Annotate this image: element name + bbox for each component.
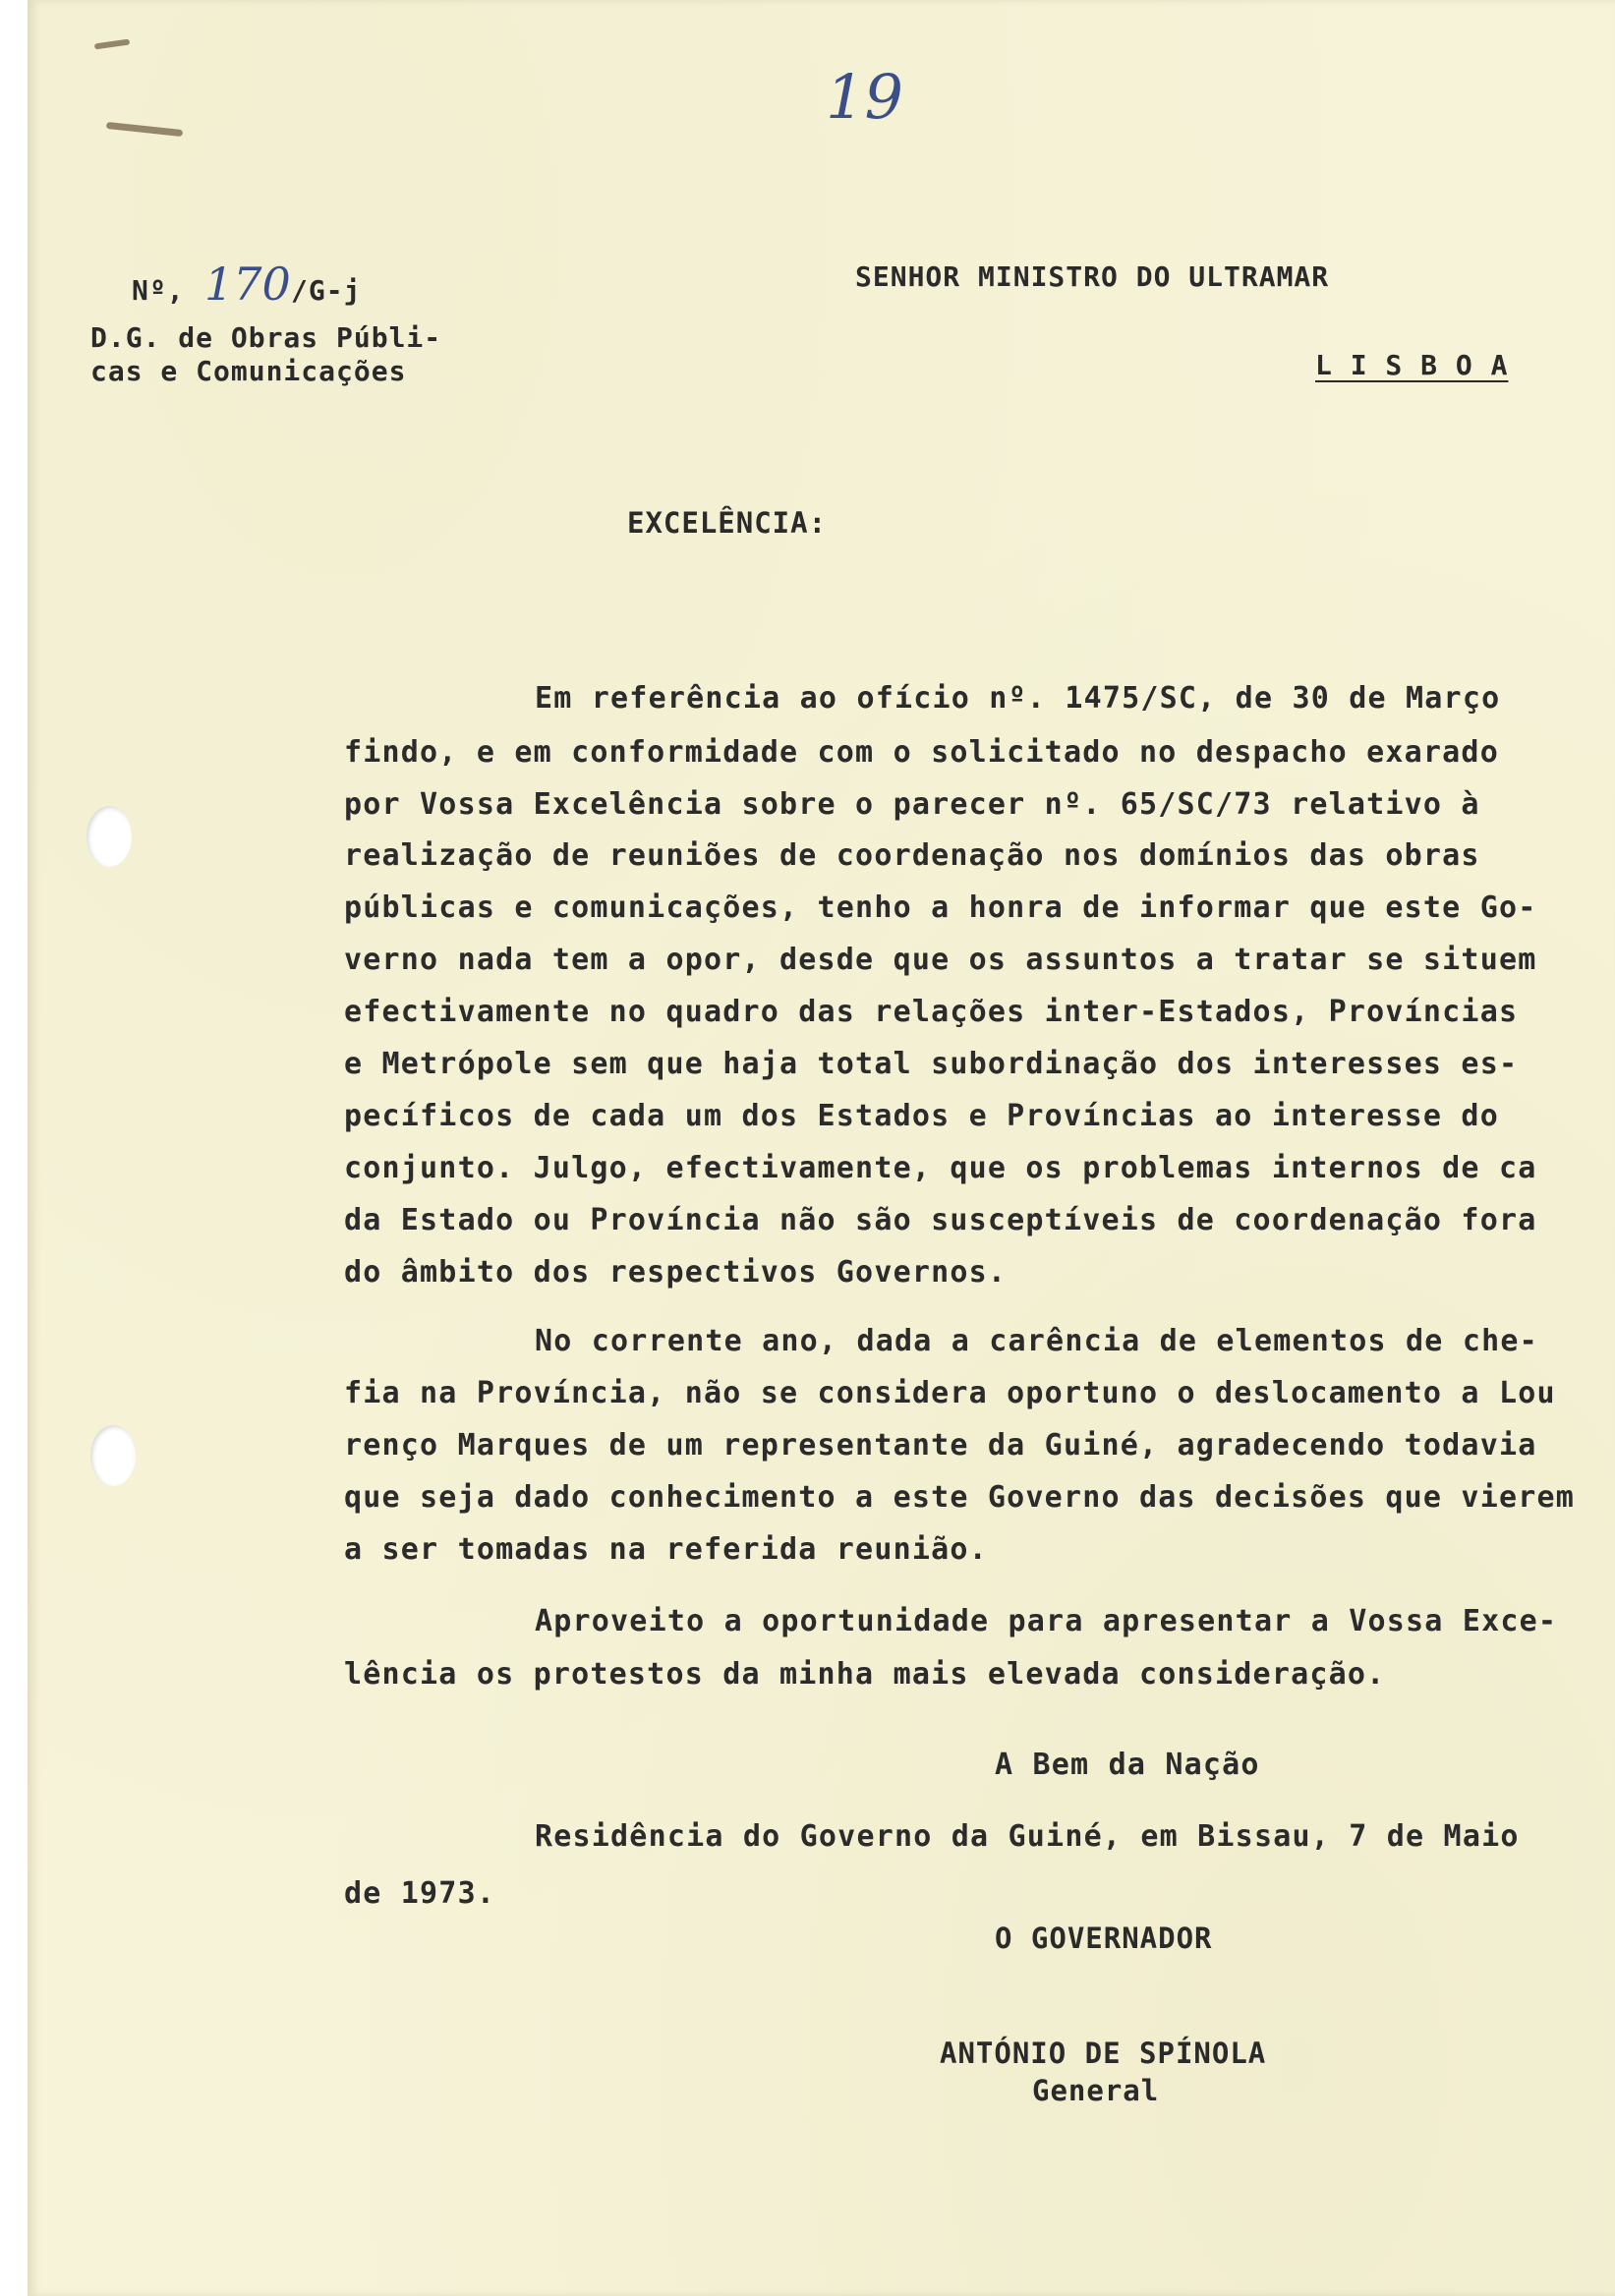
department-line-1: D.G. de Obras Públi- bbox=[90, 321, 442, 354]
closing-motto: A Bem da Nação bbox=[995, 1748, 1260, 1782]
body-line: lência os protestos da minha mais elevada consideração. bbox=[344, 1657, 1386, 1692]
signatory-name: ANTÓNIO DE SPÍNOLA bbox=[940, 2037, 1267, 2070]
body-line: a ser tomadas na referida reunião. bbox=[344, 1532, 988, 1567]
punch-hole-bottom bbox=[90, 1425, 136, 1486]
reference-number-handwritten: 170 bbox=[204, 258, 291, 311]
body-line: realização de reuniões de coordenação nos domínios das obras bbox=[344, 838, 1480, 873]
closing-place-date: Residência do Governo da Guiné, em Bissau, 7 de Maio bbox=[535, 1819, 1520, 1854]
body-line: do âmbito dos respectivos Governos. bbox=[344, 1255, 1008, 1290]
department-line-2: cas e Comunicações bbox=[90, 355, 407, 387]
body-line: verno nada tem a opor, desde que os assuntos a tratar se situem bbox=[344, 943, 1537, 977]
body-line: por Vossa Excelência sobre o parecer nº. 65/SC/73 relativo à bbox=[344, 787, 1480, 822]
body-line: findo, e em conformidade com o solicitado no despacho exarado bbox=[344, 735, 1499, 770]
body-line: No corrente ano, dada a carência de elementos de che- bbox=[535, 1324, 1538, 1358]
body-line: efectivamente no quadro das relações inter-Estados, Províncias bbox=[344, 995, 1519, 1029]
body-line: da Estado ou Província não são susceptíveis de coordenação fora bbox=[344, 1203, 1537, 1237]
body-line: Aproveito a oportunidade para apresentar a Vossa Exce- bbox=[535, 1604, 1558, 1638]
body-line: renço Marques de um representante da Guiné, agradecendo todavia bbox=[344, 1428, 1537, 1463]
body-line: que seja dado conhecimento a este Governo das decisões que vierem bbox=[344, 1480, 1575, 1515]
closing-role: O GOVERNADOR bbox=[995, 1922, 1213, 1955]
signatory-rank: General bbox=[1032, 2074, 1160, 2107]
addressee-city: L I S B O A bbox=[1315, 349, 1509, 381]
body-line: pecíficos de cada um dos Estados e Províncias ao interesse do bbox=[344, 1099, 1499, 1133]
closing-place-date-year: de 1973. bbox=[344, 1876, 496, 1911]
punch-hole-top bbox=[87, 806, 132, 867]
addressee-title: SENHOR MINISTRO DO ULTRAMAR bbox=[855, 260, 1330, 293]
body-line: Em referência ao ofício nº. 1475/SC, de 30 de Março bbox=[535, 681, 1501, 716]
body-line: fia na Província, não se considera oportuno o deslocamento a Lou bbox=[344, 1376, 1556, 1410]
body-line: e Metrópole sem que haja total subordinação dos interesses es- bbox=[344, 1047, 1519, 1081]
reference-number-suffix: /G-j bbox=[291, 274, 362, 307]
body-line: públicas e comunicações, tenho a honra de informar que este Go- bbox=[344, 890, 1537, 925]
salutation: EXCELÊNCIA: bbox=[627, 506, 828, 540]
folio-number: 19 bbox=[826, 61, 903, 133]
reference-number-prefix: Nº, bbox=[132, 274, 185, 307]
body-line: conjunto. Julgo, efectivamente, que os problemas internos de ca bbox=[344, 1151, 1537, 1185]
